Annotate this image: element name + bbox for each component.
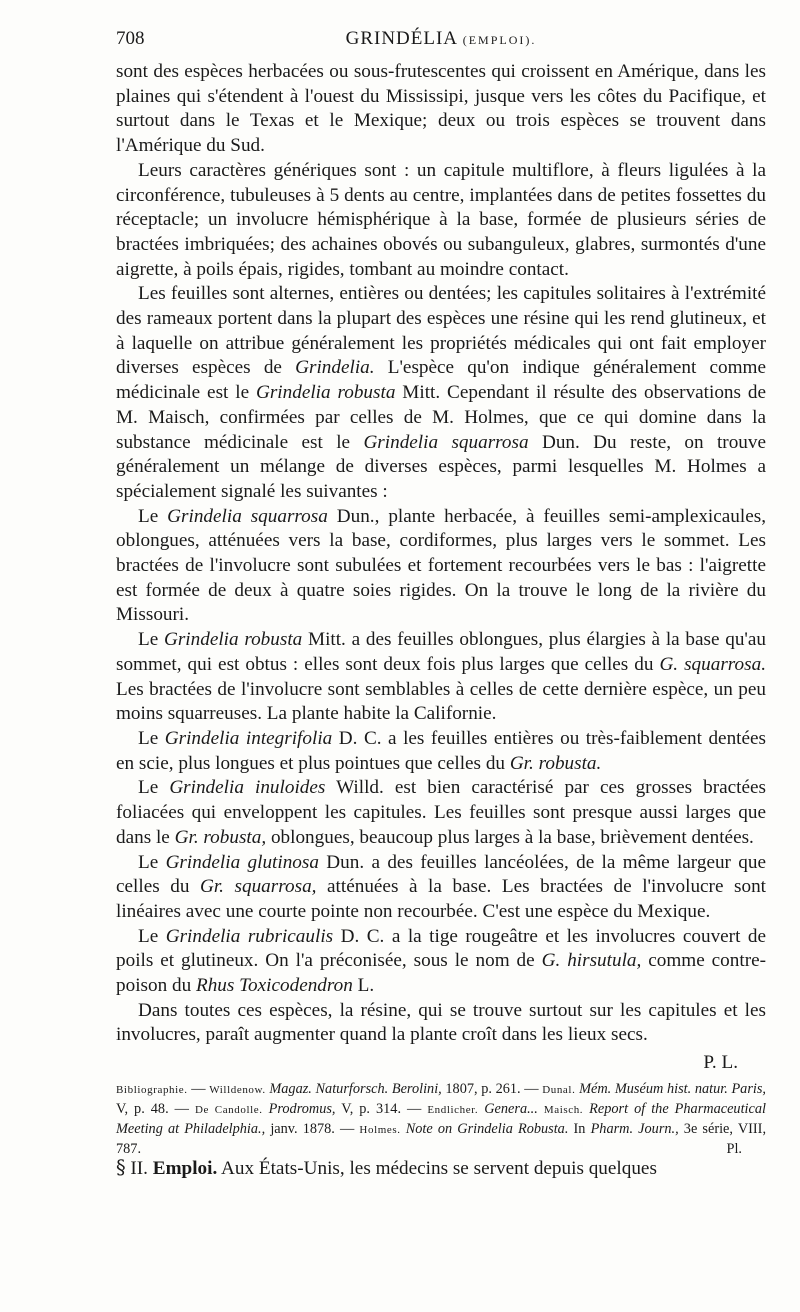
small-caps-name: Willdenow.	[209, 1084, 266, 1096]
text-run: L'espèce qu'on indique généralement comme médicinale est le	[116, 357, 766, 404]
italic-text: Magaz. Naturforsch. Berolini,	[269, 1081, 442, 1097]
small-caps-name: Bibliographie.	[116, 1084, 188, 1096]
text-run: 1807, p. 261. —	[441, 1081, 543, 1097]
page-number: 708	[116, 28, 145, 49]
italic-text: Pharm. Journ.,	[590, 1121, 679, 1137]
text-run: In	[568, 1121, 591, 1137]
italic-text: Grindelia robusta	[163, 629, 303, 651]
text-run: Le	[138, 925, 166, 947]
text-run: Les feuilles sont alternes, entières ou dentées; les capitules solitaires à l'extrémité des rameaux portent dans la plupart des espèces une résine qui les rend glutineux, et à laquelle on attribue généralement les propriétés médicales qui ont fait employer diverses espèces de	[116, 283, 766, 379]
section-number: II.	[130, 1158, 148, 1179]
bibliography-text	[116, 1081, 766, 1157]
text-run: D. C. a les feuilles entières ou très-faiblement dentées en scie, plus longues et plus pointues que celles du	[116, 727, 766, 774]
text-run: Dun., plante herbacée, à feuilles semi-amplexicaules, oblongues, atténuées vers la base, cordiformes, plus larges vers le sommet. Les bractées de l'involucre sont subulées et fortement recourbées vers le bas : l'aigrette est formée de deux à quatre soies rigides. On la trouve le long de la rivière du Missouri.	[116, 505, 767, 626]
text-run: Le	[138, 629, 164, 651]
small-caps-name: Dunal.	[542, 1084, 576, 1096]
small-caps-name: De Candolle.	[194, 1104, 263, 1116]
italic-text: Grindelia inuloides	[169, 777, 326, 799]
italic-text: Rhus Toxicodendron	[195, 975, 353, 997]
italic-text: Note on Grindelia Robusta.	[405, 1121, 569, 1137]
section-heading: Emploi.	[152, 1158, 218, 1179]
small-caps-name: Maisch.	[543, 1104, 584, 1116]
running-title-sub: (EMPLOI).	[462, 33, 537, 47]
text-run: Le	[138, 777, 170, 799]
text-run: V, p. 48. —	[116, 1101, 195, 1117]
text-run: Mitt. a des feuilles oblongues, plus élargies à la base qu'au sommet, qui est obtus : elles sont deux fois plus larges que celles du	[116, 629, 766, 675]
running-title-main: GRINDÉLIA	[345, 28, 457, 49]
italic-text: G. hirsutula,	[541, 950, 642, 972]
section-emploi	[116, 1156, 766, 1181]
section-symbol: §	[116, 1156, 126, 1179]
italic-text: Grindelia squarrosa	[363, 431, 529, 453]
small-caps-name: Endlicher.	[427, 1104, 479, 1116]
page-header	[116, 28, 766, 56]
text-run: Leurs caractères génériques sont : un capitule multiflore, à fleurs ligulées à la circonférence, tubuleuses à 5 dents au centre, implantées dans de petites fossettes du réceptacle; un involucre hémisphérique à la base, formée de plusieurs séries de bractées imbriquées; des achaines obovés ou subanguleux, glabres, surmontés d'une aigrette, à poils épais, rigides, tombant au moindre contact.	[116, 159, 766, 280]
text-run: atténuées à la base. Les bractées de l'involucre sont linéaires avec une courte pointe non recourbée. C'est une espèce du Mexique.	[116, 876, 767, 922]
italic-text: Gr. squarrosa,	[199, 876, 317, 898]
small-caps-name: Holmes.	[359, 1124, 401, 1136]
italic-text: Gr. robusta,	[174, 826, 267, 848]
text-run: Le	[138, 727, 165, 749]
text-run: V, p. 314. —	[335, 1101, 428, 1117]
italic-text: Grindelia robusta	[255, 382, 396, 404]
paragraph	[116, 727, 766, 776]
bibliography	[116, 1080, 766, 1159]
text-run: Willd. est bien caractérisé par ces grosses bractées foliacées qui enveloppent les capitules. Les feuilles sont presque aussi larges que dans le	[116, 777, 766, 848]
bibliography-initials: Pl.	[726, 1141, 742, 1157]
italic-text: Grindelia squarrosa	[167, 505, 328, 527]
text-run: L.	[352, 975, 375, 997]
italic-text: Genera...	[484, 1101, 538, 1117]
italic-text: Prodromus,	[268, 1101, 336, 1117]
italic-text: G. squarrosa.	[659, 653, 767, 675]
italic-text: Grindelia integrifolia	[164, 727, 333, 749]
paragraph	[116, 282, 766, 504]
text-run: Dun. a des feuilles lancéolées, de la même largeur que celles du	[116, 851, 766, 898]
text-run: Dans toutes ces espèces, la résine, qui se trouve surtout sur les capitules et les involucres, paraît augmenter quand la plante croît dans les lieux secs.	[116, 999, 766, 1046]
paragraph	[116, 776, 766, 850]
paragraph	[116, 851, 766, 925]
text-run: janv. 1878. —	[265, 1121, 360, 1137]
italic-text: Grindelia.	[295, 357, 375, 379]
text-run: Le	[138, 505, 168, 527]
text-run: Le	[138, 851, 166, 873]
italic-text: Mém. Muséum hist. natur. Paris,	[579, 1081, 767, 1097]
italic-text: Gr. robusta.	[509, 752, 602, 774]
text-run: Mitt. Cependant il résulte des observations de M. Maisch, confirmées par celles de M. Holmes, que ce qui domine dans la substance médicinale est le	[116, 382, 766, 453]
paragraph	[116, 999, 766, 1048]
author-signature: P. L.	[703, 1052, 738, 1074]
article-body	[116, 60, 766, 1076]
italic-text: Grindelia rubricaulis	[165, 925, 334, 947]
text-run: Les bractées de l'involucre sont semblables à celles de cette dernière espèce, un peu moins squarreuses. La plante habite la Californie.	[116, 678, 766, 725]
text-run: sont des espèces herbacées ou sous-frutescentes qui croissent en Amérique, dans les plaines qui s'étendent à l'ouest du Mississipi, jusque vers les côtes du Pacifique, et surtout dans le Texas et le Mexique; deux ou trois espèces se trouvent dans l'Amérique du Sud.	[116, 61, 766, 157]
italic-text: Grindelia glutinosa	[165, 851, 319, 873]
text-run: oblongues, beaucoup plus larges à la base, brièvement dentées.	[266, 826, 754, 848]
text-run: —	[187, 1081, 210, 1097]
paragraph	[116, 60, 766, 159]
text-run: Dun. Du reste, on trouve généralement un mélange de diverses espèces, parmi lesquelles M. Holmes a spécialement signalé les suivantes :	[116, 431, 766, 502]
italic-text: Report of the Pharmaceutical Meeting at Philadelphia.,	[116, 1101, 766, 1137]
paragraph	[116, 505, 766, 629]
text-run: 3e série, VIII, 787.	[116, 1121, 767, 1157]
paragraph	[116, 628, 766, 727]
running-title	[116, 28, 766, 50]
paragraph	[116, 925, 766, 999]
text-run: D. C. a la tige rougeâtre et les involucres couvert de poils et glutineux. On l'a préconisée, sous le nom de	[116, 925, 766, 972]
text-run: comme contre-poison du	[116, 950, 766, 997]
section-text: Aux États-Unis, les médecins se servent depuis quelques	[221, 1158, 657, 1179]
paragraph	[116, 159, 766, 283]
